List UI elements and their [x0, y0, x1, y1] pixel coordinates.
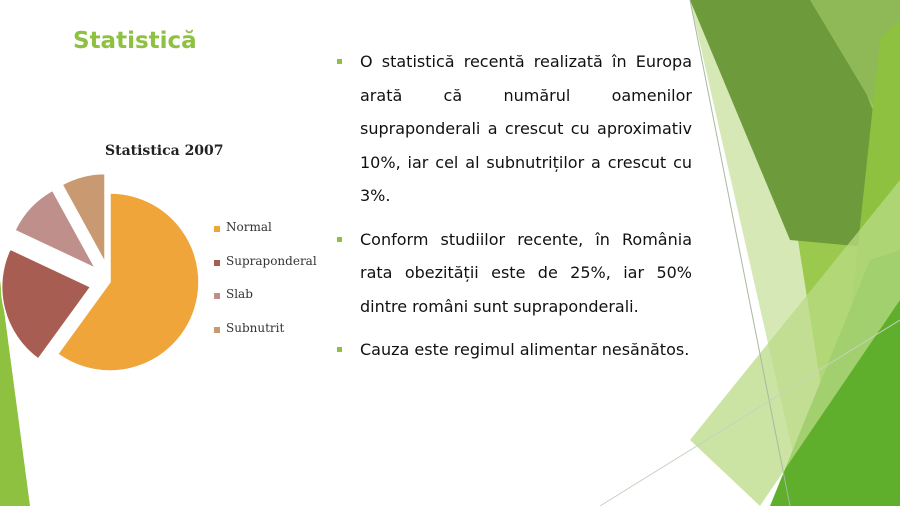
legend-label-supraponderal: Supraponderal — [226, 253, 317, 268]
chart-legend — [210, 220, 317, 354]
legend-item-supraponderal — [210, 254, 317, 288]
bullet-item — [336, 333, 692, 367]
legend-swatch-normal — [214, 226, 220, 232]
chart-title: Statistica 2007 — [105, 143, 224, 159]
bullet-marker — [337, 347, 342, 352]
legend-item-normal — [210, 220, 317, 254]
bullet-item — [336, 223, 692, 324]
bullet-marker — [337, 59, 342, 64]
legend-swatch-slab — [214, 293, 220, 299]
legend-item-slab — [210, 287, 317, 321]
legend-label-subnutrit: Subnutrit — [226, 320, 285, 335]
legend-label-slab: Slab — [226, 287, 253, 301]
legend-swatch-supraponderal — [214, 260, 220, 266]
bullet-text-cause: Cauza este regimul alimentar nesănătos. — [360, 340, 690, 359]
bullet-text-romania: Conform studiilor recente, în România rata obezității este de 25%, iar 50% dintre români sunt supraponderali. — [360, 229, 692, 316]
bullet-item — [336, 45, 692, 213]
bullet-marker — [337, 237, 342, 242]
legend-swatch-subnutrit — [214, 327, 220, 333]
legend-label-normal: Normal — [226, 220, 272, 234]
slide-title: Statistică — [73, 28, 197, 54]
bullet-text-europe: O statistică recentă realizată în Europa arată că numărul oamenilor supraponderali a crescut cu aproximativ 10%, iar cel al subnutriților a crescut cu 3%. — [360, 52, 692, 205]
bullet-list — [336, 45, 692, 377]
legend-item-subnutrit — [210, 321, 317, 355]
